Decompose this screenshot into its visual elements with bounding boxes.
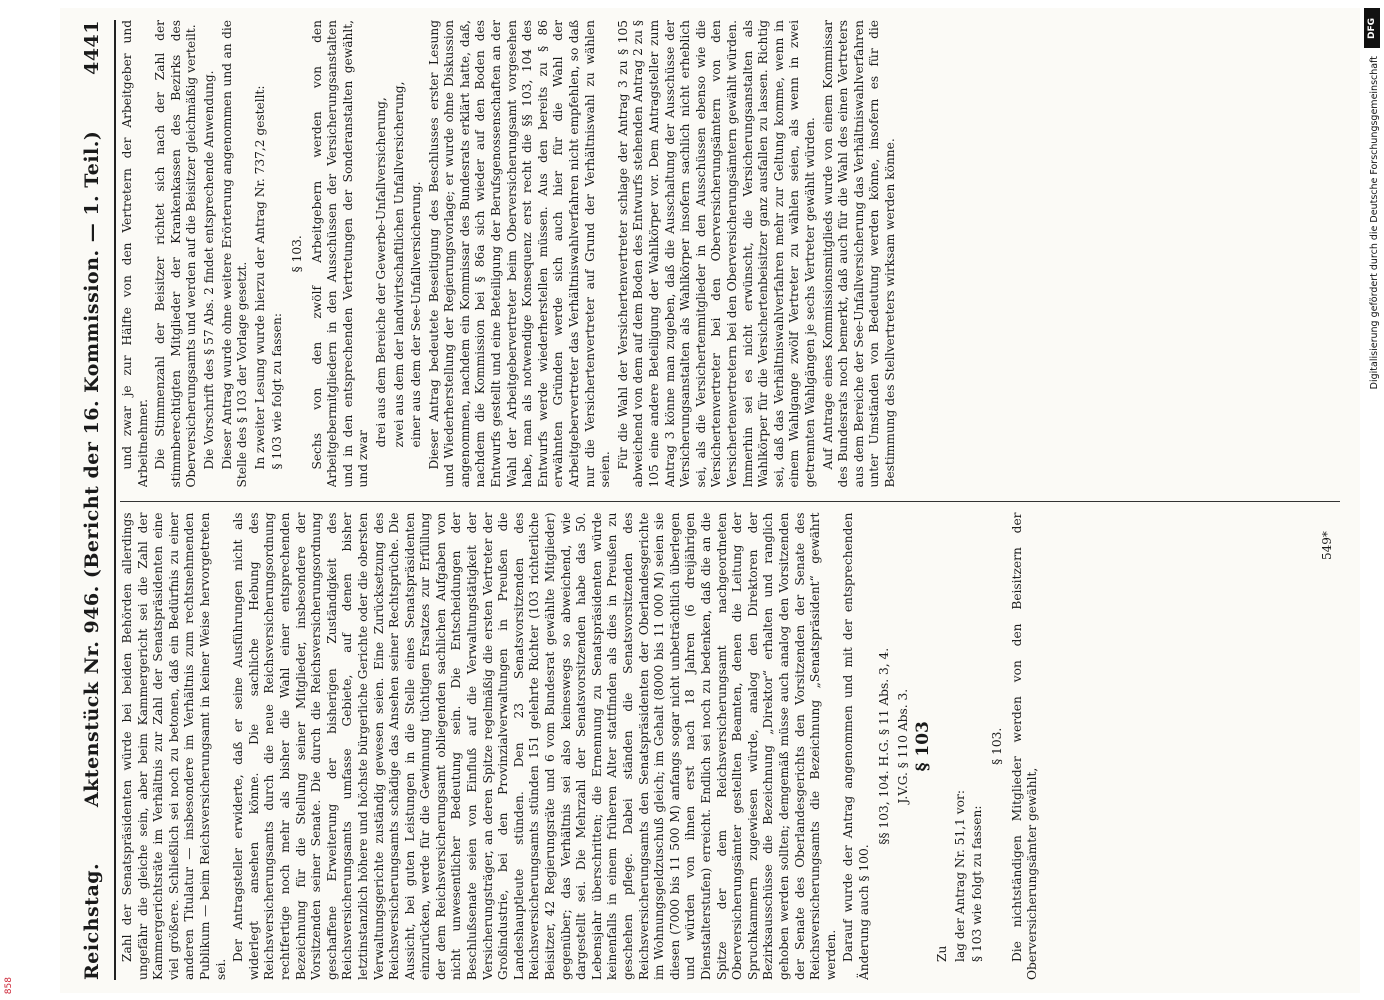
digitization-sidebar [1360,0,1384,1000]
left-paragraph-3: Darauf wurde der Antrag angenommen und mit der entsprechenden Änderung auch § 100. [841,512,871,980]
left-tail-1: Zu [935,945,950,962]
left-column [120,502,1340,981]
right-paragraph-1: und zwar je zur Hälfte von den Vertretern der Arbeitgeber und Arbeitnehmer. [120,20,150,488]
left-tail-3: § 103 wie folgt zu fassen: [970,805,985,962]
right-paragraph-6: § 103 wie folgt zu fassen: [270,313,285,470]
right-body-2: drei aus dem Bereiche der Gewerbe-Unfallversicherung, [373,97,388,448]
left-paragraph-1: Zahl der Senatspräsidenten würde bei beiden Behörden allerdings ungefähr die gleiche sein, aber beim Kammergericht sei die Zahl der Kammergerichtsräte im Verhältnis zur Zahl der Senatspräsidenten eine viel größere. Schließlich sei noch zu betonen, daß ein Bedürfnis zu einer anderen Titulatur — insbesondere im Verhältnis zum rechtsnehmenden Publikum — beim Reichsversicherungsamt in keiner Weise hervorgetreten sei. [120,512,228,980]
left-tail-section: § 103. [990,727,1005,765]
text-columns [120,20,1340,980]
section-heading: § 103 [912,721,933,772]
left-tail-2: lag der Antrag Nr. 51,1 vor: [952,790,967,962]
left-ref-2: J.V.G. § 110 Abs. 3. [896,688,911,804]
digitization-credit: Digitalisierung gefördert durch die Deutsche Forschungsgemeinschaft [1369,56,1380,390]
page-header [70,20,116,980]
right-column [120,20,1340,488]
header-page-number: 4441 [81,20,103,75]
right-body-5: Dieser Antrag bedeutete Beseitigung des Beschlusses erster Lesung und Wiederherstellung der Regierungsvorlage; er wurde ohne Diskussion angenommen, nachdem ein Kommissar des Bundesrats erklärt hatte, daß, nachdem die Kommission bei § 86a sich wieder auf den Boden des Entwurfs gestellt und eine Beteiligung der Berufsgenossenschaften an der Wahl der Arbeitgebervertreter beim Oberversicherungsamt vorgesehen habe, man als notwendige Konsequenz erst recht die §§ 103, 104 des Entwurfs werde wiederherstellen müssen. Aus den bereits zu § 86 erwähnten Gründen werde sich auch hier für die Wahl der Arbeitgebervertreter das Verhältniswahlverfahren nicht empfehlen, so daß nur die Versichertenvertreter auf Grund der Verhältniswahl zu wählen seien. [426,20,613,488]
margin-marker: 858 [4,976,14,994]
header-left: Reichstag. [81,862,103,980]
right-body-6: Für die Wahl der Versichertenvertreter schlage der Antrag 3 zu § 105 abweichend von dem auf dem Boden des Entwurfs stehenden Antrag 2 zu § 105 eine andere Beteiligung der Wahlkörper vor. Dem Antragsteller zum Antrag 3 könne man zugeben, daß die Ausschaltung der Ausschüsse der Versicherungsanstalten als Wahlkörper insofern sachlich nicht erheblich sei, als die Versichertenmitglieder in den Ausschüssen ebenso wie die Versichertenvertreter bei den Oberversicherungsämtern von den Versichertenvertretern bei den Oberversicherungsämtern gewählt würden. Immerhin sei es nicht erwünscht, die Versicherungsanstalten als Wahlkörper für die Versichertenbeisitzer ganz ausfallen zu lassen. Richtig sei, daß das Verhältniswahlverfahren mehr zur Geltung komme, wenn in einem Wahlgange zwölf Vertreter zu wählen seien, als wenn in zwei getrennten Wahlgängen je sechs Vertreter gewählt würden. [615,20,817,488]
dfg-logo-icon: DFG [1364,8,1380,48]
left-ref-1: §§ 103, 104. H.G. § 11 Abs. 3, 4. [876,647,891,845]
right-paragraph-4: Dieser Antrag wurde ohne weitere Erörterung angenommen und an die Stelle des § 103 der Vorlage gesetzt. [219,20,250,488]
right-body-4: einer aus dem der See-Unfallversicherung. [409,181,424,448]
right-paragraph-2: Die Stimmenzahl der Beisitzer richtet sich nach der Zahl der stimmberechtigten Mitglieder der Krankenkassen des Bezirks des Oberversicherungsamts und werden auf die Beisitzer gleichmäßig verteilt. [153,20,199,488]
right-body-1: Sechs von den zwölf Arbeitgebern werden von den Arbeitgebermitgliedern in den Ausschüssen der Versicherungsanstalten und in den entsprechenden Vertretungen der Sonderanstalten gewählt, und zwar [309,20,371,488]
left-paragraph-2: Der Antragsteller erwiderte, daß er seine Ausführungen nicht als widerlegt ansehen könne. Die sachliche Hebung des Reichsversicherungsamts durch die neue Reichsversicherungsordnung rechtfertige noch mehr als bisher die Wahl einer entsprechenden Bezeichnung für die Stellung seiner Mitglieder, insbesondere der Vorsitzenden seiner Senate. Die durch die Reichsversicherungsordnung geschaffene Erweiterung der bisherigen Zuständigkeit des Reichsversicherungsamts umfasse Gebiete, auf denen bisher letztinstanzlich höhere und höchste bürgerliche Gerichte oder die obersten Verwaltungsgerichte zuständig gewesen seien. Eine Zurücksetzung des Reichsversicherungsamts schädige das Ansehen seiner Rechtsprüche. Die Aussicht, bei guten Leistungen in die Stelle eines Senatspräsidenten einzurücken, werde für die Gewinnung tüchtigen Ersatzes zur Erfüllung der dem Reichsversicherungsamt obliegenden sachlichen Aufgaben von nicht unwesentlicher Bedeutung sein. Die Entscheidungen der Beschlußsenate seien von Einfluß auf die Verwaltungstätigkeit der Versicherungsträger, an deren Spitze regelmäßig die ersten Vertreter der Großindustrie, bei den Provinzialverwaltungen in Preußen die Landeshauptleute stünden. Den 23 Senatsvorsitzenden des Reichsversicherungsamts stünden 151 gelehrte Richter (103 richterliche Beisitzer, 42 Regierungsräte und 6 vom Bundesrat gewählte Mitglieder) gegenüber; das Verhältnis sei also keineswegs so abweichend, wie dargestellt sei. Die Mehrzahl der Senatsvorsitzenden habe das 50. Lebensjahr überschritten; die Ernennung zu Senatspräsidenten würde keinenfalls in einem früheren Alter stattfinden als dies in Preußen zu geschehen pflege. Dabei ständen die Senatsvorsitzenden des Reichsversicherungsamts den Senatspräsidenten der Oberlandesgerichte im Wohnungsgeldzuschuß gleich; im Gehalt (8000 bis 11 000 M) seien sie diesen (7000 bis 11 500 M) anfangs sogar nicht unbeträchtlich überlegen und würden von ihnen erst nach 18 Jahren (6 dreijährigen Dienstalterstufen) erreicht. Endlich sei noch zu bedenken, daß die an die Spitze der dem Reichsversicherungsamt nachgeordneten Oberversicherungsämter gestellten Beamten, denen die Leitung der Spruchkammern zugewiesen würde, analog den Direktoren der Bezirksausschüsse die Bezeichnung „Direktor“ erhalten und ranglich gehoben werden sollten; demgemäß müsse auch analog den Vorsitzenden der Senate des Oberlandesgerichts den Vorsitzenden der Senate des Reichsversicherungsamts die Bezeichnung „Senatspräsident“ gewährt werden. [231,512,838,980]
right-body-7: Auf Antrage eines Kommissionsmitglieds wurde von einem Kommissar des Bundesrats noch bemerkt, daß auch für die Wahl des einen Vertreters aus dem Bereiche der See-Unfallversicherung das Verhältniswahlverfahren unter Umständen von Bedeutung werden könne, insofern es für die Bestimmung des Stellvertreters wirksam werden könne. [820,20,897,488]
header-middle: Aktenstück Nr. 946. (Bericht der 16. Kommission. — 1. Teil.) [81,130,103,808]
right-paragraph-5: In zweiter Lesung wurde hierzu der Antrag Nr. 737,2 gestellt: [252,85,267,470]
right-section-heading: § 103. [289,235,304,273]
right-paragraph-3: Die Vorschrift des § 57 Abs. 2 findet entsprechende Anwendung. [201,70,216,470]
page-content-rotated [70,20,1350,980]
right-body-3: zwei aus dem der landwirtschaftlichen Unfallversicherung, [391,81,406,448]
left-tail-5: Die nichtständigen Mitglieder werden von den Beisitzern der Oberversicherungsämter gewählt, [1009,512,1040,980]
scanned-page [60,8,1360,993]
page-footer-number: 549* [1320,531,1334,560]
